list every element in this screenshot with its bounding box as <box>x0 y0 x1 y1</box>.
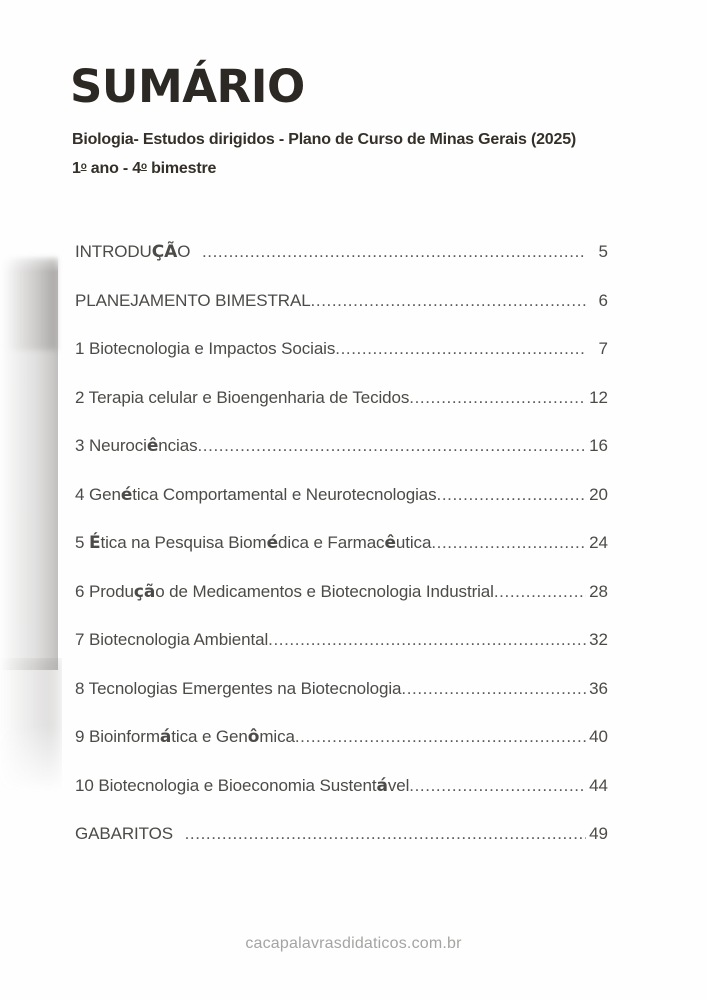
toc-entry-label: 3 Neurociências <box>75 436 198 456</box>
toc-entry-page-number: 6 <box>598 290 608 310</box>
toc-dot-leader <box>295 727 586 747</box>
toc-entry-page-number: 20 <box>589 484 608 504</box>
toc-entry <box>75 824 608 873</box>
toc-entry-page-number: 40 <box>589 727 608 746</box>
toc-entry <box>75 727 608 776</box>
page-gutter-shadow-top <box>6 258 57 350</box>
toc-entry <box>75 388 608 437</box>
toc-entry-label: 9 Bioinformática e Genômica <box>75 727 295 747</box>
toc-dot-leader <box>431 533 586 553</box>
toc-dot-leader <box>494 582 586 602</box>
toc-entry-page-number: 49 <box>589 824 608 843</box>
toc-dot-leader <box>202 242 586 262</box>
toc-dot-leader <box>437 485 586 505</box>
toc-entry-label: 4 Genética Comportamental e Neurotecnologias <box>75 484 437 505</box>
subtitle-line-1: Biologia- Estudos dirigidos - Plano de Curso de Minas Gerais (2025) <box>72 131 577 148</box>
toc-entry <box>75 776 608 825</box>
toc-entry-page-number: 12 <box>589 387 608 407</box>
toc-entry-page-number: 36 <box>589 678 608 698</box>
subtitle-block <box>72 126 576 182</box>
toc-dot-leader <box>311 291 586 311</box>
page-title: SUMÁRIO <box>70 60 305 113</box>
toc-entry-page-number: 32 <box>589 630 608 649</box>
footer-website: cacapalavrasdidaticos.com.br <box>245 935 462 952</box>
toc-dot-leader <box>409 776 586 796</box>
table-of-contents <box>75 242 608 873</box>
toc-entry <box>75 485 608 534</box>
toc-entry-label: 10 Biotecnologia e Bioeconomia Sustentável <box>75 775 410 796</box>
toc-entry <box>75 630 608 679</box>
toc-dot-leader <box>335 339 586 359</box>
toc-entry-label: 1 Biotecnologia e Impactos Sociais <box>75 339 336 358</box>
toc-entry <box>75 436 608 485</box>
toc-entry-label: INTRODUÇÃO <box>75 242 195 262</box>
toc-entry-label: 6 Produção de Medicamentos e Biotecnologia Industrial <box>75 581 494 602</box>
toc-entry-label: PLANEJAMENTO BIMESTRAL <box>75 290 311 310</box>
toc-entry-page-number: 28 <box>589 581 608 601</box>
toc-entry <box>75 291 608 340</box>
page-gutter-shadow-tail <box>0 658 62 793</box>
toc-entry-page-number: 7 <box>598 339 608 358</box>
toc-entry-page-number: 5 <box>598 242 608 261</box>
toc-entry-label: 2 Terapia celular e Bioengenharia de Tecidos <box>75 387 410 407</box>
toc-entry <box>75 679 608 728</box>
toc-dot-leader <box>268 630 586 650</box>
toc-entry <box>75 533 608 582</box>
toc-dot-leader <box>409 388 586 408</box>
toc-entry <box>75 339 608 388</box>
toc-entry-label: 5 Ética na Pesquisa Biomédica e Farmacêutica <box>75 533 432 553</box>
toc-entry <box>75 242 608 291</box>
toc-entry-label: GABARITOS <box>75 824 178 843</box>
toc-entry-page-number: 44 <box>589 775 608 795</box>
toc-dot-leader <box>401 679 586 699</box>
toc-entry-label: 7 Biotecnologia Ambiental <box>75 630 269 649</box>
toc-entry-label: 8 Tecnologias Emergentes na Biotecnologia <box>75 678 402 698</box>
subtitle-line-2: 1$^o$ ano - 4$^o$ bimestre <box>72 160 217 178</box>
toc-entry <box>75 582 608 631</box>
toc-entry-page-number: 16 <box>589 436 608 455</box>
toc-dot-leader <box>185 824 586 844</box>
toc-entry-page-number: 24 <box>589 533 608 552</box>
toc-dot-leader <box>197 436 586 456</box>
